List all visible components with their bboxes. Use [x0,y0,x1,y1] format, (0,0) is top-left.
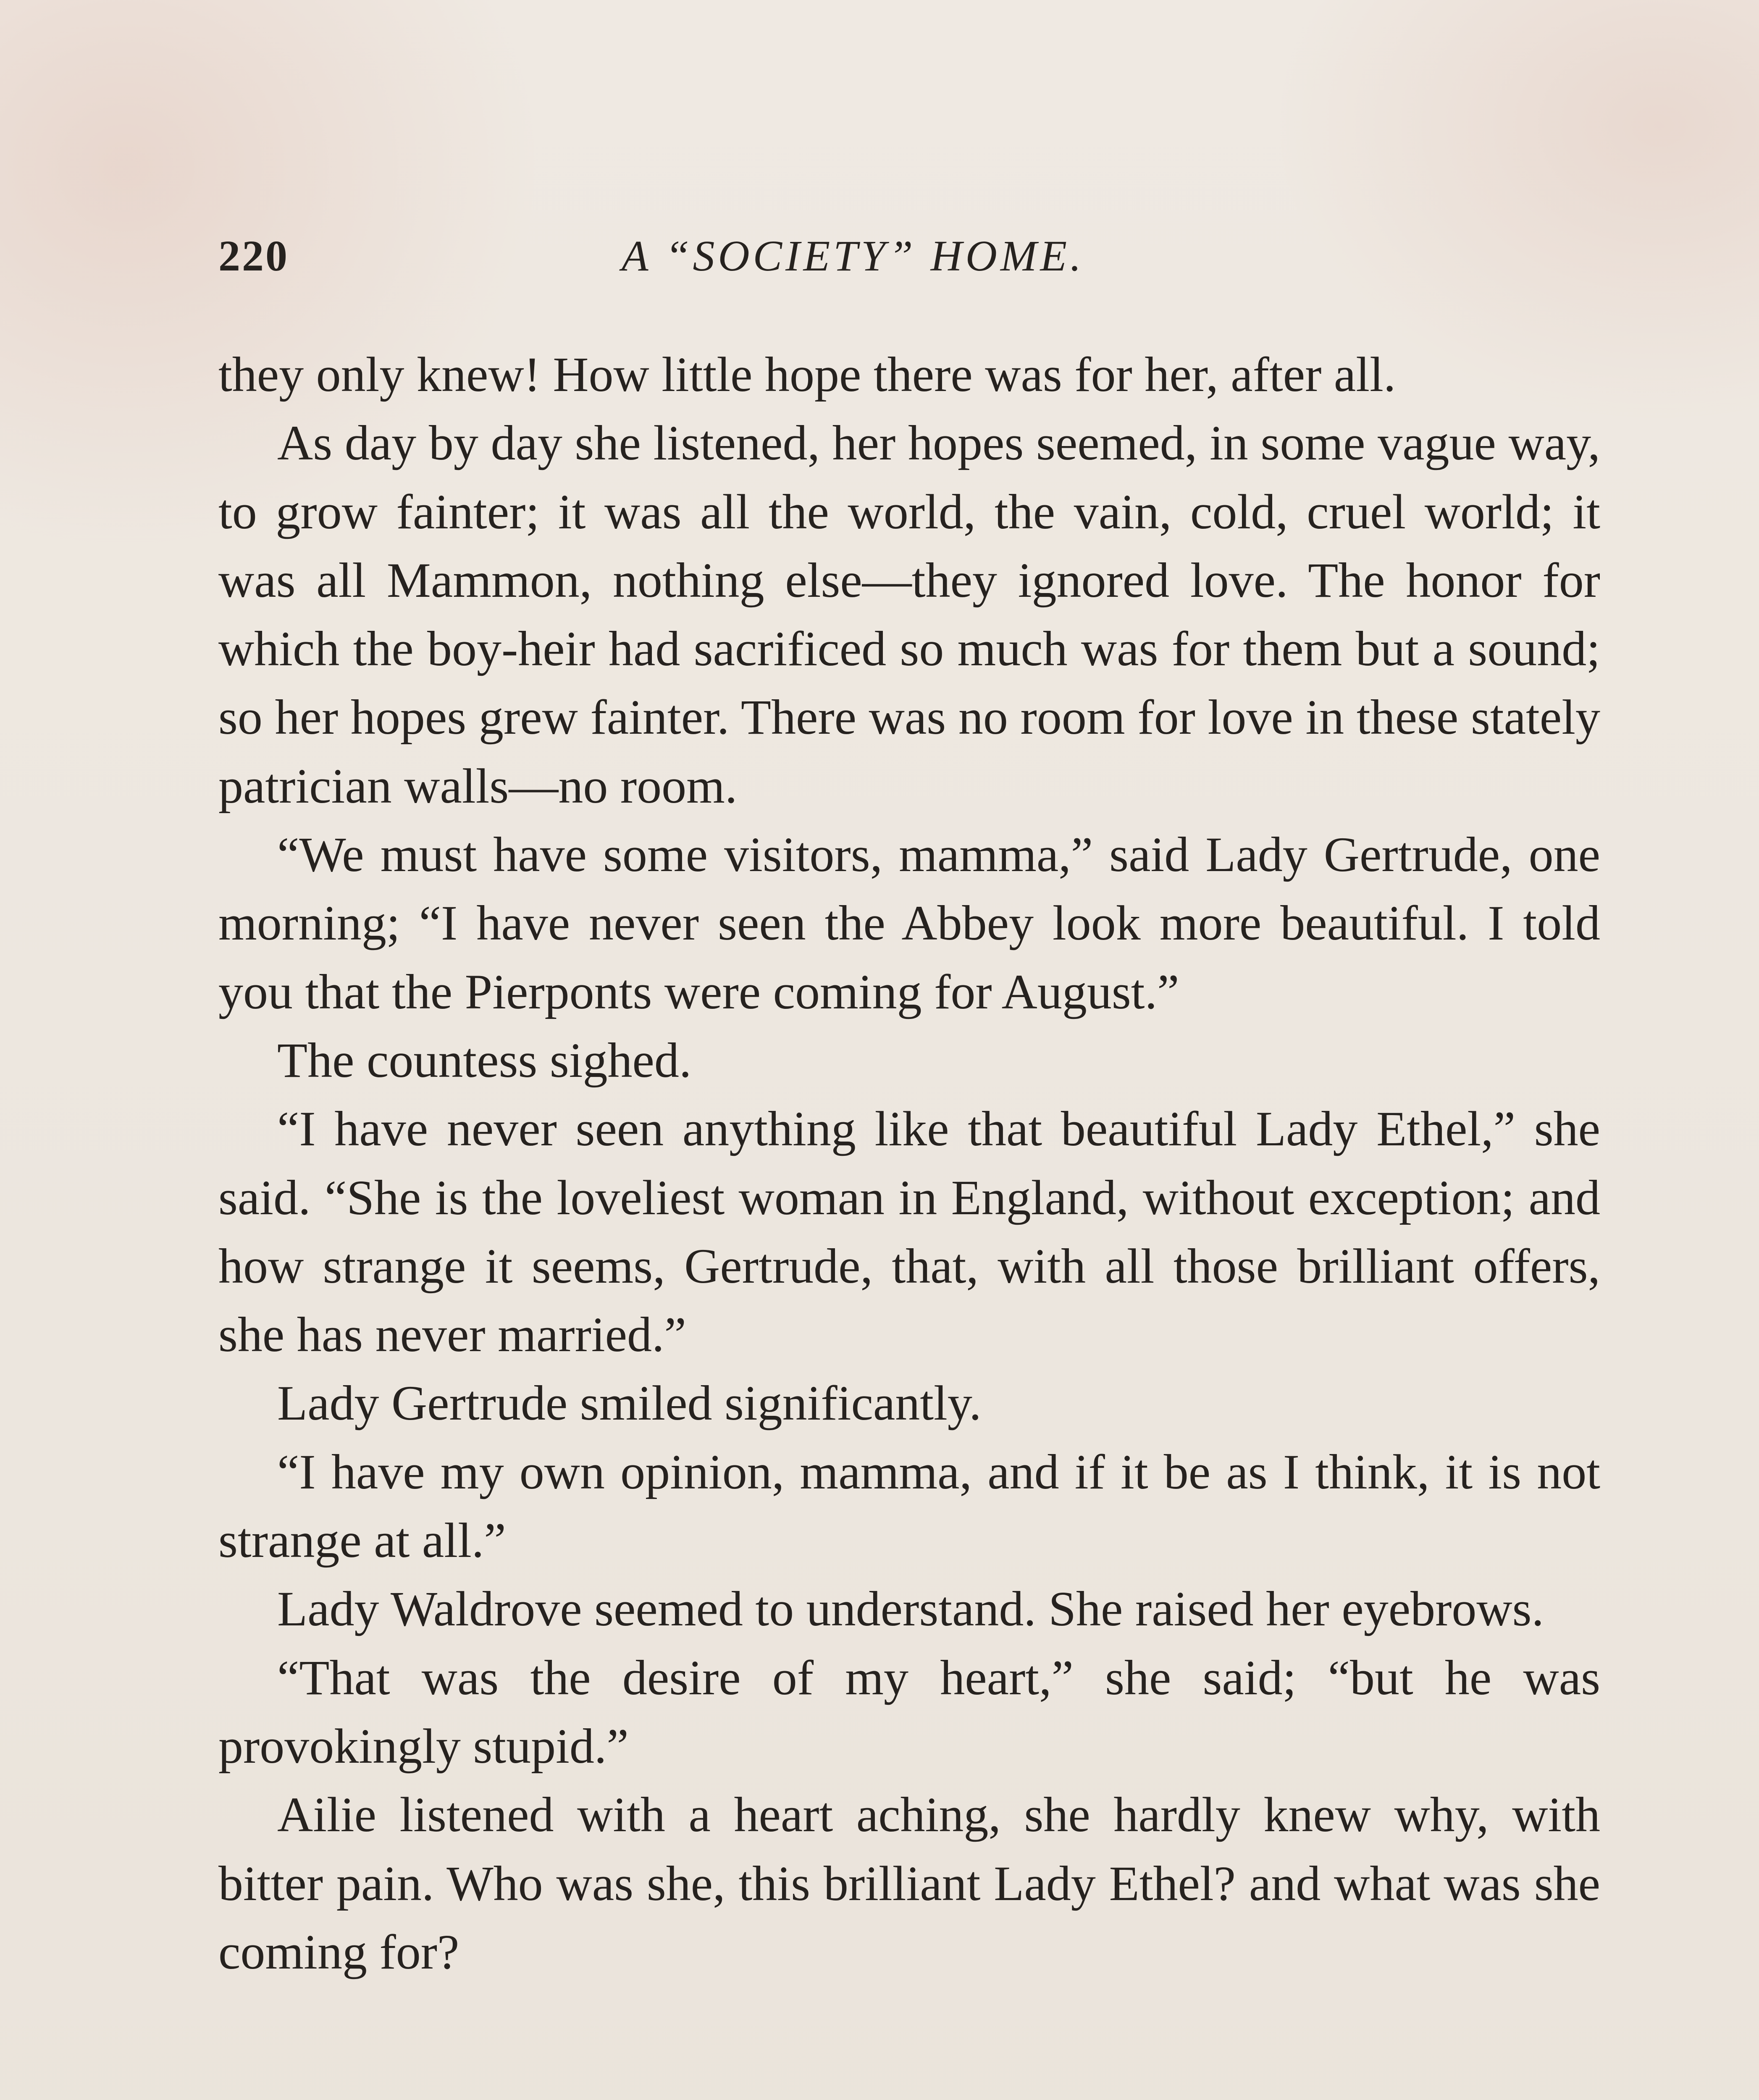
page-number: 220 [218,232,289,280]
paragraph: “That was the desire of my heart,” she said; “but he was provokingly stupid.” [218,1650,1600,1774]
running-head: A “SOCIETY” HOME. [622,232,1085,280]
paragraph: “I have never seen anything like that beautiful Lady Ethel,” she said. “She is the loveliest woman in England, without exception; and how strange it seems, Gertrude, that, with all those brilliant offers, she has never married.” [218,1101,1600,1362]
paragraph: “I have my own opinion, mamma, and if it be as I think, it is not strange at all.” [218,1444,1600,1568]
page-header [218,223,1609,307]
paragraph: they only knew! How little hope there was for her, after all. [218,347,1396,402]
paragraph: Lady Waldrove seemed to understand. She raised her eyebrows. [277,1581,1544,1637]
paragraph: As day by day she listened, her hopes seemed, in some vague way, to grow fainter; it was all the world, the vain, cold, cruel world; it was all Mammon, nothing else—they ignored love. The honor for which the boy-heir had sacrificed so much was for them but a sound; so her hopes grew fainter. There was no room for love in these stately patrician walls—no room. [218,415,1600,814]
paragraph: Ailie listened with a heart aching, she hardly knew why, with bitter pain. Who was she, this brilliant Lady Ethel? and what was she coming for? [218,1787,1600,1979]
paragraph: “We must have some visitors, mamma,” said Lady Gertrude, one morning; “I have never seen the Abbey look more beautiful. I told you that the Pierponts were coming for August.” [218,827,1600,1019]
paragraph: Lady Gertrude smiled significantly. [277,1376,982,1431]
body-text [218,340,1600,1986]
paragraph: The countess sighed. [277,1032,692,1088]
